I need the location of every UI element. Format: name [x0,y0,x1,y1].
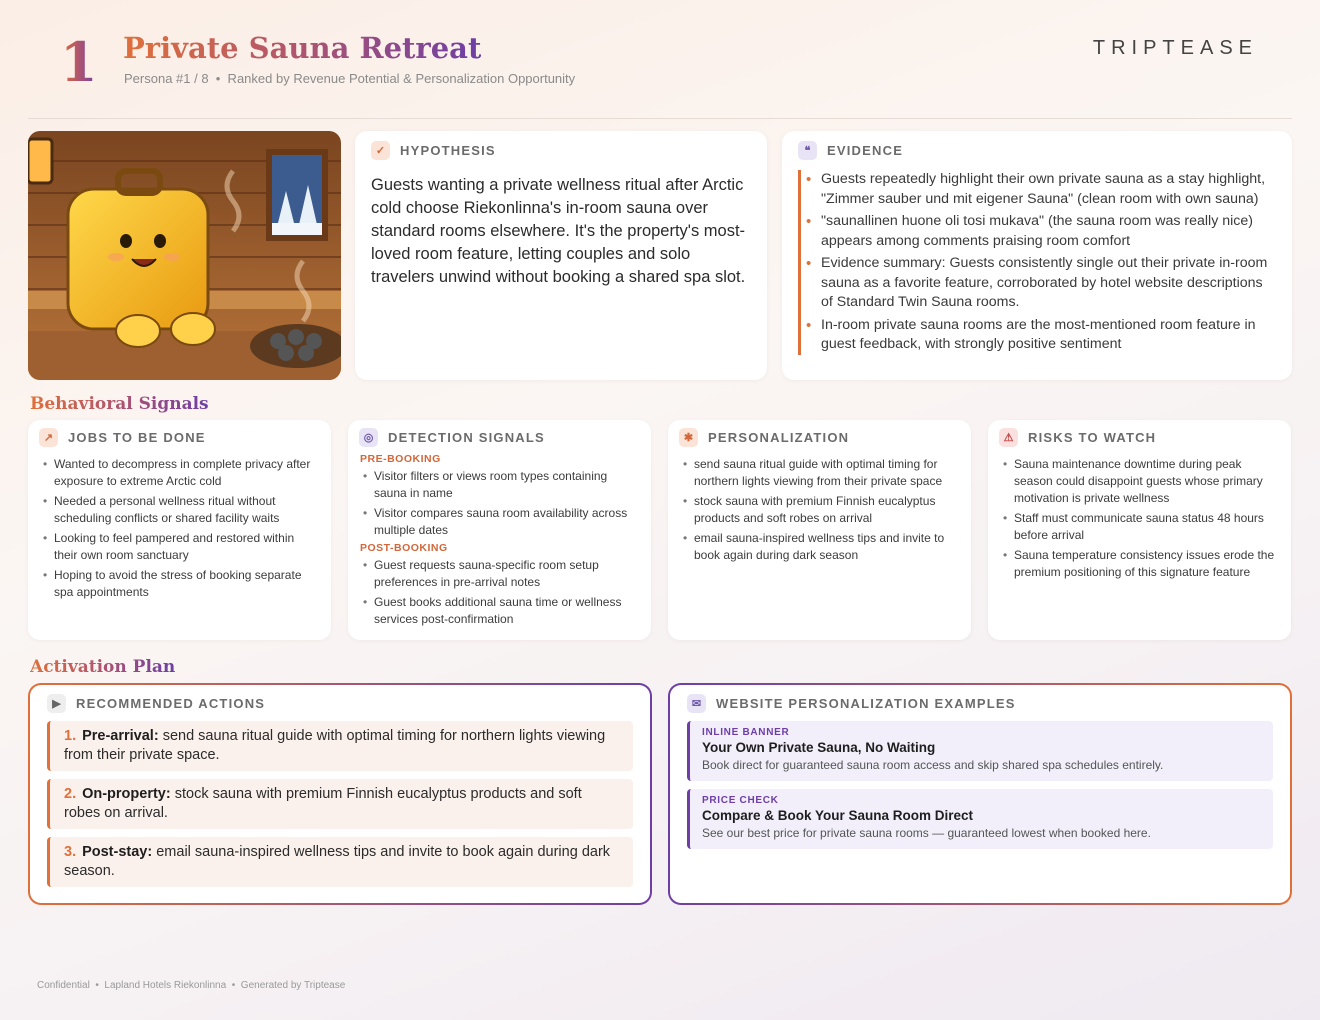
hypothesis-card [355,131,767,380]
evidence-item: • In-room private sauna rooms are the most-mentioned room feature in guest feedback, with strongly positive sentiment [821,316,1276,355]
jobs-label: JOBS TO BE DONE [68,430,206,445]
action-item [47,837,633,887]
action-lead: Post-stay: [82,844,153,860]
mail-icon: ✉ [687,694,706,713]
action-number: 2. [64,786,77,802]
list-item: • Sauna temperature consistency issues erode the premium positioning of this signature feature [999,547,1280,581]
pre-booking-label: PRE-BOOKING [360,453,441,465]
list-item: • Hoping to avoid the stress of booking separate spa appointments [39,567,320,601]
list-item: • Guest books additional sauna time or wellness services post-confirmation [359,594,640,628]
check-icon: ✓ [371,141,390,160]
list-item: • Guest requests sauna-specific room setup preferences in pre-arrival notes [359,557,640,591]
action-number: 1. [64,728,77,744]
personalization-label: PERSONALIZATION [708,430,850,445]
behavioral-signals-heading: Behavioral Signals [30,394,209,414]
activation-plan-heading: Activation Plan [30,657,176,677]
list-item: • Staff must communicate sauna status 48 hours before arrival [999,510,1280,544]
list-item: • Looking to feel pampered and restored within their own room sanctuary [39,530,320,564]
action-item [47,721,633,771]
jobs-card [28,420,331,640]
hypothesis-text: Guests wanting a private wellness ritual after Arctic cold choose Riekonlinna's in-room sauna over standard rooms elsewhere. It's the property's most-loved room feature, letting couples and solo travelers unwind without booking a shared spa slot. [371,176,746,286]
page-subtitle: Persona #1 / 8 • Ranked by Revenue Potential & Personalization Opportunity [124,71,576,86]
page-title: Private Sauna Retreat [123,31,482,65]
arrow-up-right-icon: ↗ [39,428,58,447]
example-title: Your Own Private Sauna, No Waiting [702,740,936,755]
example-item [687,721,1273,781]
example-tag: PRICE CHECK [702,795,779,806]
persona-illustration [28,131,341,380]
evidence-item: • Evidence summary: Guests consistently single out their private in-room sauna as a favorite feature, corroborated by hotel website descriptions of Standard Twin Sauna rooms. [821,254,1276,313]
actions-label: RECOMMENDED ACTIONS [76,696,266,711]
example-desc: Book direct for guaranteed sauna room access and skip shared spa schedules entirely. [702,758,1164,772]
action-item [47,779,633,829]
examples-label: WEBSITE PERSONALIZATION EXAMPLES [716,696,1016,711]
action-number: 3. [64,844,77,860]
detection-label: DETECTION SIGNALS [388,430,545,445]
header-divider [28,118,1292,119]
example-item [687,789,1273,849]
example-tag: INLINE BANNER [702,727,790,738]
action-text: send sauna ritual guide with optimal timing for northern lights viewing from their private space. [64,728,606,763]
evidence-item: • "saunallinen huone oli tosi mukava" (the sauna room was really nice) appears among comments praising room comfort [821,212,1276,251]
list-item: • Needed a personal wellness ritual without scheduling conflicts or shared facility waits [39,493,320,527]
example-title: Compare & Book Your Sauna Room Direct [702,808,974,823]
action-text: stock sauna with premium Finnish eucalyptus products and soft robes on arrival. [64,786,582,821]
website-examples-card [668,683,1292,905]
list-item: • Sauna maintenance downtime during peak season could disappoint guests whose primary motivation is private wellness [999,456,1280,507]
personalization-card [668,420,971,640]
evidence-list [798,170,1276,355]
list-item: • Visitor filters or views room types containing sauna in name [359,468,640,502]
footer: Confidential • Lapland Hotels Riekonlinna • Generated by Triptease [37,980,346,991]
sparkle-icon: ✱ [679,428,698,447]
list-item: • stock sauna with premium Finnish eucalyptus products and soft robes on arrival [679,493,960,527]
example-desc: See our best price for private sauna rooms — guaranteed lowest when booked here. [702,826,1151,840]
evidence-label: EVIDENCE [827,143,904,158]
list-item: • Visitor compares sauna room availability across multiple dates [359,505,640,539]
evidence-item: • Guests repeatedly highlight their own private sauna as a stay highlight, "Zimmer sauber und mit eigener Sauna" (clean room with own sauna) [821,170,1276,209]
detection-card [348,420,651,640]
action-text: email sauna-inspired wellness tips and invite to book again during dark season. [64,844,611,879]
list-item: • Wanted to decompress in complete privacy after exposure to extreme Arctic cold [39,456,320,490]
target-icon: ◎ [359,428,378,447]
action-lead: Pre-arrival: [82,728,159,744]
play-icon: ▶ [47,694,66,713]
action-lead: On-property: [82,786,171,802]
list-item: • send sauna ritual guide with optimal timing for northern lights viewing from their private space [679,456,960,490]
hypothesis-label: HYPOTHESIS [400,143,496,158]
persona-rank: 1 [60,30,98,94]
list-item: • email sauna-inspired wellness tips and invite to book again during dark season [679,530,960,564]
risks-card [988,420,1291,640]
warning-icon: ⚠ [999,428,1018,447]
recommended-actions-card [28,683,652,905]
quote-icon: ❝ [798,141,817,160]
post-booking-label: POST-BOOKING [360,542,448,554]
evidence-card [782,131,1292,380]
brand-logo: TRIPTEASE [1092,37,1258,59]
risks-label: RISKS TO WATCH [1028,430,1157,445]
